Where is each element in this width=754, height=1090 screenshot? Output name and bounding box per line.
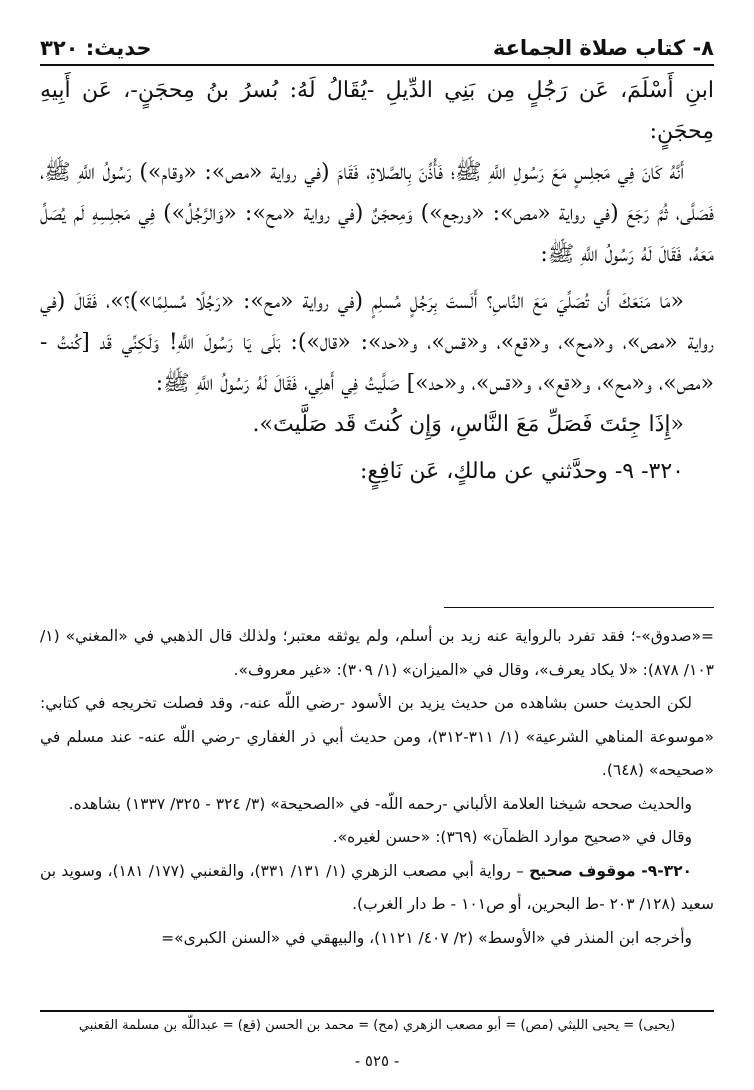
footnote-paragraph: وقال في «صحيح موارد الظمآن» (٣٦٩): «حسن لغيره». (332, 828, 692, 846)
bottom-separator (40, 1010, 714, 1012)
footnote-text: – رواية أبي مصعب الزهري (١/ ١٣١/ ٣٣١)، والقعنبي (١٧٧/ ١٨١)، وسويد بن سعيد (١٢٨/ ٢٠٣ -ط البحرين، أو ص١٠١ - ط دار الغرب). (40, 861, 714, 913)
main-paragraph: «مَا مَنَعَكَ أَن تُصَلِّيَ مَعَ النَّاسِ؟ أَلَستَ بِرَجُلٍ مُسلِمٍ (في رواية «مح»: «رَجُلًا مُسلِمًا»)؟»، فَقَالَ (في رواية «مص»، و«مح»، و«قع»، و«قس»، و«حد»: «قال»): بَلَى يَا رَسُولَ اللَّهِ! وَلَكِنِّي قَد [كُنتُ - «مص»، و«مح»، و«قع»، و«قس»، و«حد»] صَلَّيتُ فِي أَهلِي، فَقَالَ لَهُ رَسُولُ اللَّهِ ﷺ: (40, 289, 714, 396)
running-header (40, 24, 714, 66)
hadith-text (40, 70, 714, 492)
footnotes (40, 620, 714, 955)
chapter-title: ٨- كتاب صلاة الجماعة (492, 36, 714, 60)
main-paragraph: أَنَّهُ كَانَ فِي مَجلِسٍ مَعَ رَسُولِ اللَّهِ ﷺ؛ فَأُذِّنَ بِالصَّلاةِ، فَقَامَ (في رواية «مص»: «وقام») رَسُولُ اللَّهِ ﷺ، فَصَلَّى، ثُمَّ رَجَعَ (في رواية «مص»: «ورجع») وَمِحجَنٌ (في رواية «مح»: «وَالرَّجُلُ») فِي مَجلِسِهِ لَم يُصَلِّ مَعَهُ، فَقَالَ لَهُ رَسُولُ اللَّهِ ﷺ: (40, 160, 714, 267)
footnote-paragraph: لكن الحديث حسن بشاهده من حديث يزيد بن الأسود -رضي اللّه عنه-، وقد فصلت تخريجه في كتابي: «موسوعة المناهي الشرعية» (١/ ٣١١-٣١٢)، ومن حديث أبي ذر الغفاري -رضي اللّه عنه- عند مسلم في «صحيحه» (٦٤٨). (40, 694, 714, 779)
footnote-paragraph: والحديث صححه شيخنا العلامة الألباني -رحمه اللّه- في «الصحيحة» (٣/ ٣٢٤ - ٣٢٥/ ١٣٣٧) بشاهده. (68, 794, 692, 813)
footnote-grading: ٣٢٠-٩- موقوف صحيح (529, 861, 693, 880)
main-paragraph: ٣٢٠- ٩- وحدَّثني عن مالكٍ، عَن نَافِعٍ: (359, 459, 684, 484)
hadith-number: حديث: ٣٢٠ (40, 36, 152, 60)
page-number: - ٥٢٥ - (354, 1052, 400, 1070)
footnote-paragraph: وأخرجه ابن المنذر في «الأوسط» (٢/ ٤٠٧/ ١١٢١)، والبيهقي في «السنن الكبرى»= (161, 928, 692, 947)
main-paragraph: «إِذَا جِئتَ فَصَلِّ مَعَ النَّاسِ، وَإِن كُنتَ قَد صَلَّيتَ». (252, 412, 684, 437)
footnote-paragraph: =«صدوق»-؛ فقد تفرد بالرواية عنه زيد بن أسلم، ولم يوثقه معتبر؛ ولذلك قال الذهبي في «المغني» (١/ ١٠٣/ ٨٧٨): «لا يكاد يعرف»، وقال في «الميزان» (١/ ٣٠٩): «غير معروف». (40, 627, 714, 679)
footnote-paragraph (40, 855, 714, 922)
abbreviations-key: (يحيى) = يحيى الليثي (مص) = أبو مصعب الزهري (مح) = محمد بن الحسن (قع) = عبداللّه بن مسلمة القعنبي (78, 1018, 676, 1033)
footnote-separator (444, 607, 714, 608)
main-paragraph: ابنِ أَسْلَمَ، عَن رَجُلٍ مِن بَنِي الدِّيلِ -يُقَالُ لَهُ: بُسرُ بنُ مِحجَنٍ-، عَن أَبِيهِ مِحجَنٍ: (40, 78, 714, 144)
